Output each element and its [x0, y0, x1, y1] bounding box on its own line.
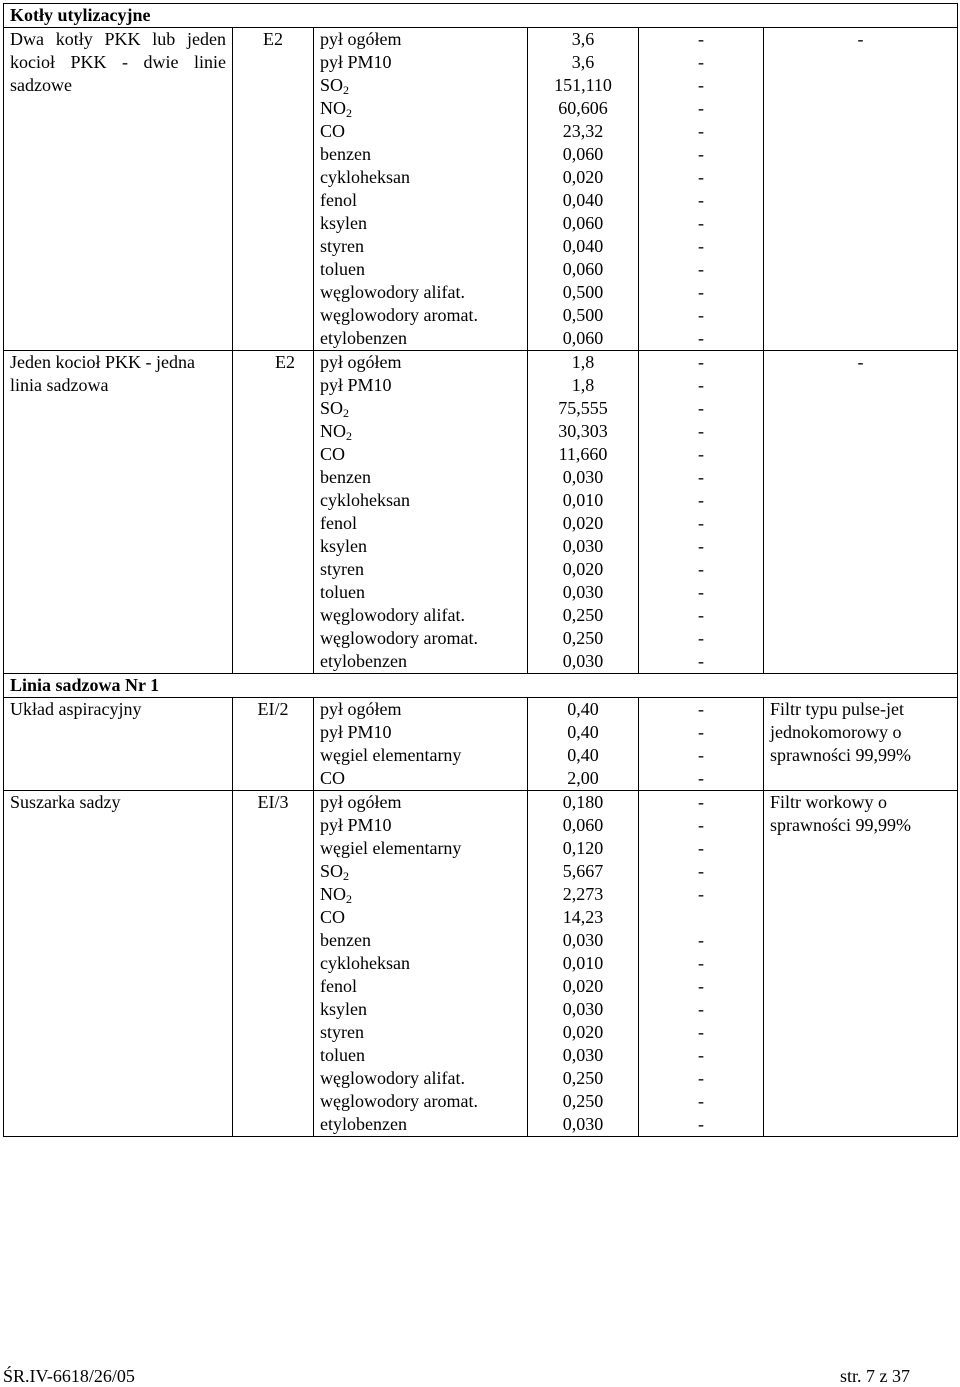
limit-value: - [639, 28, 764, 52]
emitter-id: EI/2 [233, 698, 314, 791]
pollutant-name [314, 28, 528, 52]
limit-value: - [639, 767, 764, 791]
control-device-note: - [764, 28, 958, 351]
limit-value: - [639, 351, 764, 375]
pollutant-subscript: 2 [346, 892, 352, 906]
pollutant-name [314, 281, 528, 304]
section-header-kotly: Kotły utylizacyjne [4, 4, 958, 28]
limit-value: - [639, 837, 764, 860]
pollutant-name [314, 860, 528, 883]
emission-value: 1,8 [528, 351, 639, 375]
limit-value: - [639, 558, 764, 581]
emission-value: 0,020 [528, 1021, 639, 1044]
limit-value: - [639, 97, 764, 120]
emission-value: 0,250 [528, 1090, 639, 1113]
pollutant-name [314, 258, 528, 281]
pollutant-label: węglowodory alifat. [320, 282, 465, 302]
limit-value: - [639, 650, 764, 674]
emission-value: 2,00 [528, 767, 639, 791]
emission-value: 0,030 [528, 1044, 639, 1067]
pollutant-name [314, 397, 528, 420]
pollutant-name [314, 650, 528, 674]
limit-value: - [639, 466, 764, 489]
emission-value: 0,060 [528, 143, 639, 166]
pollutant-name [314, 1090, 528, 1113]
emission-table [3, 3, 958, 1137]
emission-value: 0,250 [528, 604, 639, 627]
emission-value: 0,030 [528, 998, 639, 1021]
limit-value: - [639, 860, 764, 883]
pollutant-label: NO [320, 98, 346, 118]
emission-value: 0,020 [528, 166, 639, 189]
pollutant-label: SO [320, 75, 344, 95]
emission-value: 0,060 [528, 327, 639, 351]
emitter-id: EI/3 [233, 791, 314, 1137]
pollutant-subscript: 2 [346, 106, 352, 120]
pollutant-name [314, 535, 528, 558]
pollutant-label: benzen [320, 930, 371, 950]
pollutant-name [314, 51, 528, 74]
pollutant-label: etylobenzen [320, 328, 407, 348]
pollutant-name [314, 627, 528, 650]
emitter-id: E2 [233, 28, 314, 351]
pollutant-name [314, 998, 528, 1021]
pollutant-name [314, 906, 528, 929]
limit-value: - [639, 420, 764, 443]
emission-value: 0,030 [528, 650, 639, 674]
limit-value: - [639, 883, 764, 906]
source-name: Układ aspiracyjny [4, 698, 233, 791]
limit-value: - [639, 929, 764, 952]
pollutant-label: SO [320, 861, 344, 881]
pollutant-name [314, 1067, 528, 1090]
pollutant-subscript: 2 [343, 869, 350, 883]
pollutant-name [314, 374, 528, 397]
control-device-note: Filtr workowy o sprawności 99,99% [764, 791, 958, 1137]
limit-value: - [639, 281, 764, 304]
pollutant-label: styren [320, 1022, 364, 1042]
emission-value: 151,110 [528, 74, 639, 97]
pollutant-name [314, 558, 528, 581]
limit-value: - [639, 998, 764, 1021]
limit-value: - [639, 698, 764, 722]
limit-value: - [639, 952, 764, 975]
pollutant-label: pył PM10 [320, 815, 392, 835]
pollutant-name [314, 166, 528, 189]
pollutant-label: fenol [320, 976, 357, 996]
limit-value: - [639, 304, 764, 327]
page-number: str. 7 z 37 [840, 1366, 910, 1386]
limit-value: - [639, 443, 764, 466]
pollutant-name [314, 744, 528, 767]
pollutant-label: węgiel elementarny [320, 745, 462, 765]
pollutant-name [314, 791, 528, 815]
pollutant-label: styren [320, 559, 364, 579]
emission-value: 30,303 [528, 420, 639, 443]
limit-value: - [639, 258, 764, 281]
limit-value [639, 906, 764, 929]
pollutant-label: toluen [320, 259, 365, 279]
limit-value: - [639, 814, 764, 837]
pollutant-name [314, 97, 528, 120]
pollutant-name [314, 512, 528, 535]
limit-value: - [639, 721, 764, 744]
limit-value: - [639, 120, 764, 143]
pollutant-label: węgiel elementarny [320, 838, 462, 858]
pollutant-label: węglowodory aromat. [320, 628, 478, 648]
pollutant-label: CO [320, 444, 346, 464]
pollutant-name [314, 581, 528, 604]
limit-value: - [639, 1021, 764, 1044]
emission-value: 0,060 [528, 212, 639, 235]
limit-value: - [639, 535, 764, 558]
document-reference: ŚR.IV-6618/26/05 [3, 1366, 135, 1386]
pollutant-name [314, 721, 528, 744]
emission-value: 3,6 [528, 28, 639, 52]
pollutant-name [314, 952, 528, 975]
pollutant-subscript: 2 [343, 83, 350, 97]
pollutant-name [314, 120, 528, 143]
pollutant-name [314, 767, 528, 791]
emission-value: 0,500 [528, 304, 639, 327]
pollutant-label: fenol [320, 190, 357, 210]
emission-value: 1,8 [528, 374, 639, 397]
limit-value: - [639, 327, 764, 351]
pollutant-name [314, 929, 528, 952]
emission-value: 0,500 [528, 281, 639, 304]
control-device-note: Filtr typu pulse-jet jednokomorowy o sprawności 99,99% [764, 698, 958, 791]
pollutant-label: NO [320, 421, 346, 441]
pollutant-label: CO [320, 768, 346, 788]
pollutant-name [314, 351, 528, 375]
emission-value: 0,180 [528, 791, 639, 815]
pollutant-label: benzen [320, 144, 371, 164]
pollutant-name [314, 143, 528, 166]
emission-value: 3,6 [528, 51, 639, 74]
pollutant-label: ksylen [320, 536, 367, 556]
limit-value: - [639, 143, 764, 166]
emission-value: 0,010 [528, 489, 639, 512]
pollutant-label: węglowodory aromat. [320, 1091, 478, 1111]
emission-value: 0,020 [528, 558, 639, 581]
pollutant-label: cykloheksan [320, 953, 410, 973]
section-row [4, 4, 958, 28]
pollutant-name [314, 604, 528, 627]
pollutant-label: ksylen [320, 213, 367, 233]
emission-value: 0,030 [528, 929, 639, 952]
emission-value: 0,040 [528, 235, 639, 258]
emission-value: 0,40 [528, 721, 639, 744]
limit-value: - [639, 744, 764, 767]
pollutant-label: SO [320, 398, 344, 418]
table-row [4, 698, 958, 722]
emission-value: 60,606 [528, 97, 639, 120]
emission-value: 0,020 [528, 512, 639, 535]
pollutant-label: benzen [320, 467, 371, 487]
pollutant-name [314, 1021, 528, 1044]
limit-value: - [639, 791, 764, 815]
emission-value: 0,020 [528, 975, 639, 998]
emission-value: 0,030 [528, 581, 639, 604]
emission-value: 0,40 [528, 698, 639, 722]
pollutant-label: pył ogółem [320, 792, 402, 812]
pollutant-name [314, 1044, 528, 1067]
limit-value: - [639, 74, 764, 97]
emission-value: 0,250 [528, 627, 639, 650]
limit-value: - [639, 1067, 764, 1090]
emission-value: 0,060 [528, 814, 639, 837]
limit-value: - [639, 489, 764, 512]
pollutant-label: węglowodory alifat. [320, 1068, 465, 1088]
section-header-linia: Linia sadzowa Nr 1 [4, 674, 958, 698]
pollutant-name [314, 814, 528, 837]
limit-value: - [639, 512, 764, 535]
limit-value: - [639, 235, 764, 258]
table-row [4, 351, 958, 375]
pollutant-name [314, 883, 528, 906]
emission-value: 0,120 [528, 837, 639, 860]
pollutant-name [314, 698, 528, 722]
pollutant-name [314, 189, 528, 212]
source-name: Suszarka sadzy [4, 791, 233, 1137]
pollutant-label: cykloheksan [320, 490, 410, 510]
pollutant-label: pył ogółem [320, 699, 402, 719]
emission-value: 0,030 [528, 535, 639, 558]
source-name: Jeden kocioł PKK - jedna linia sadzowa [4, 351, 233, 674]
table-row [4, 791, 958, 815]
pollutant-label: fenol [320, 513, 357, 533]
emission-value: 75,555 [528, 397, 639, 420]
control-device-note: - [764, 351, 958, 674]
pollutant-name [314, 304, 528, 327]
section-row [4, 674, 958, 698]
pollutant-label: NO [320, 884, 346, 904]
emission-value: 0,060 [528, 258, 639, 281]
emission-value: 0,40 [528, 744, 639, 767]
pollutant-label: pył ogółem [320, 29, 402, 49]
limit-value: - [639, 1090, 764, 1113]
pollutant-label: pył ogółem [320, 352, 402, 372]
emitter-id: E2 [233, 351, 314, 674]
limit-value: - [639, 51, 764, 74]
pollutant-label: CO [320, 907, 346, 927]
emission-value: 0,250 [528, 1067, 639, 1090]
limit-value: - [639, 581, 764, 604]
pollutant-label: ksylen [320, 999, 367, 1019]
pollutant-name [314, 74, 528, 97]
pollutant-name [314, 235, 528, 258]
limit-value: - [639, 604, 764, 627]
pollutant-name [314, 837, 528, 860]
emission-value: 5,667 [528, 860, 639, 883]
limit-value: - [639, 397, 764, 420]
pollutant-name [314, 420, 528, 443]
pollutant-subscript: 2 [343, 406, 350, 420]
limit-value: - [639, 975, 764, 998]
pollutant-name [314, 327, 528, 351]
emission-value: 0,010 [528, 952, 639, 975]
table-row [4, 28, 958, 52]
pollutant-name [314, 212, 528, 235]
emission-value: 0,030 [528, 466, 639, 489]
pollutant-name [314, 443, 528, 466]
emission-value: 14,23 [528, 906, 639, 929]
pollutant-label: pył PM10 [320, 375, 392, 395]
pollutant-label: CO [320, 121, 346, 141]
pollutant-label: węglowodory alifat. [320, 605, 465, 625]
pollutant-label: pył PM10 [320, 722, 392, 742]
emission-value: 0,040 [528, 189, 639, 212]
emission-value: 0,030 [528, 1113, 639, 1137]
limit-value: - [639, 374, 764, 397]
pollutant-label: toluen [320, 1045, 365, 1065]
pollutant-name [314, 1113, 528, 1137]
pollutant-label: toluen [320, 582, 365, 602]
emission-value: 2,273 [528, 883, 639, 906]
limit-value: - [639, 627, 764, 650]
source-name: Dwa kotły PKK lub jeden kocioł PKK - dwie linie sadzowe [4, 28, 233, 351]
limit-value: - [639, 1113, 764, 1137]
limit-value: - [639, 166, 764, 189]
emission-value: 23,32 [528, 120, 639, 143]
pollutant-label: etylobenzen [320, 651, 407, 671]
limit-value: - [639, 1044, 764, 1067]
pollutant-name [314, 975, 528, 998]
limit-value: - [639, 212, 764, 235]
pollutant-label: styren [320, 236, 364, 256]
emission-value: 11,660 [528, 443, 639, 466]
pollutant-label: cykloheksan [320, 167, 410, 187]
pollutant-label: etylobenzen [320, 1114, 407, 1134]
pollutant-label: pył PM10 [320, 52, 392, 72]
pollutant-label: węglowodory aromat. [320, 305, 478, 325]
pollutant-name [314, 466, 528, 489]
limit-value: - [639, 189, 764, 212]
pollutant-subscript: 2 [346, 429, 352, 443]
pollutant-name [314, 489, 528, 512]
